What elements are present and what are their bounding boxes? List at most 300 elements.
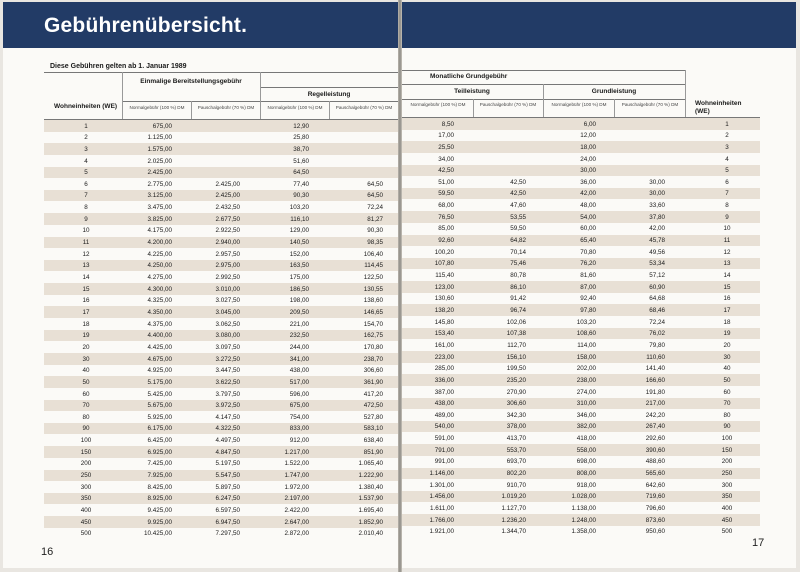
cell-einmalig-normal: 1.125,00 bbox=[147, 134, 172, 142]
cell-grund-normal: 70,80 bbox=[580, 248, 596, 256]
cell-wohneinheiten: 9 bbox=[84, 215, 88, 223]
cell-grund-pauschal: 68,46 bbox=[649, 306, 665, 314]
cell-teil-pauschal: 53,55 bbox=[510, 213, 526, 221]
cell-grund-normal: 1.358,00 bbox=[571, 528, 596, 536]
cell-grund-normal: 97,80 bbox=[580, 306, 596, 314]
cell-teil-normal: 161,00 bbox=[434, 341, 454, 349]
cell-grund-normal: 382,00 bbox=[576, 423, 596, 431]
cell-wohneinheiten: 350 bbox=[721, 493, 733, 501]
cell-grund-normal: 698,00 bbox=[576, 458, 596, 466]
table-row bbox=[402, 316, 760, 328]
cell-wohneinheiten: 10 bbox=[82, 227, 90, 235]
cell-grund-normal: 103,20 bbox=[576, 318, 596, 326]
cell-wohneinheiten: 5 bbox=[725, 167, 729, 175]
cell-wohneinheiten: 250 bbox=[721, 470, 733, 478]
table-row bbox=[402, 398, 760, 410]
cell-regel-pauschal: 1.695,40 bbox=[358, 507, 383, 515]
header-wohneinheiten-right: Wohneinheiten (WE) bbox=[695, 100, 742, 115]
cell-regel-normal: 186,50 bbox=[289, 285, 309, 293]
rule bbox=[685, 70, 686, 117]
cell-grund-normal: 48,00 bbox=[580, 202, 596, 210]
cell-einmalig-normal: 4.250,00 bbox=[147, 262, 172, 270]
cell-einmalig-normal: 3.825,00 bbox=[147, 215, 172, 223]
table-row bbox=[44, 388, 398, 400]
cell-wohneinheiten: 16 bbox=[723, 295, 731, 303]
cell-regel-pauschal: 1.380,40 bbox=[358, 483, 383, 491]
cell-teil-pauschal: 1.127,70 bbox=[501, 505, 526, 513]
cell-teil-pauschal: 91,42 bbox=[510, 295, 526, 303]
cell-teil-pauschal: 75,46 bbox=[510, 260, 526, 268]
cell-wohneinheiten: 15 bbox=[723, 283, 731, 291]
cell-grund-normal: 18,00 bbox=[580, 143, 596, 151]
cell-einmalig-normal: 4.675,00 bbox=[147, 355, 172, 363]
table-row bbox=[402, 421, 760, 433]
header-wohneinheiten-left: Wohneinheiten (WE) bbox=[54, 103, 118, 110]
cell-einmalig-normal: 4.375,00 bbox=[147, 320, 172, 328]
table-row bbox=[44, 295, 398, 307]
cell-einmalig-normal: 4.175,00 bbox=[147, 227, 172, 235]
cell-teil-pauschal: 553,70 bbox=[506, 446, 526, 454]
cell-grund-normal: 30,00 bbox=[580, 167, 596, 175]
table-row bbox=[44, 458, 398, 470]
cell-teil-normal: 387,00 bbox=[434, 388, 454, 396]
cell-teil-normal: 285,00 bbox=[434, 365, 454, 373]
header-einmalig: Einmalige Bereitstellungsgebühr bbox=[140, 78, 242, 85]
cell-wohneinheiten: 8 bbox=[84, 204, 88, 212]
cell-wohneinheiten: 16 bbox=[82, 297, 90, 305]
rule bbox=[402, 70, 685, 71]
cell-wohneinheiten: 3 bbox=[84, 145, 88, 153]
cell-teil-pauschal: 64,82 bbox=[510, 237, 526, 245]
table-row bbox=[402, 269, 760, 281]
cell-grund-pauschal: 49,56 bbox=[649, 248, 665, 256]
cell-teil-normal: 489,00 bbox=[434, 411, 454, 419]
cell-wohneinheiten: 40 bbox=[723, 365, 731, 373]
cell-wohneinheiten: 4 bbox=[84, 157, 88, 165]
cell-grund-pauschal: 37,80 bbox=[649, 213, 665, 221]
cell-grund-pauschal: 191,80 bbox=[645, 388, 665, 396]
cell-einmalig-normal: 1.575,00 bbox=[147, 145, 172, 153]
cell-einmalig-pauschal: 3.797,50 bbox=[215, 390, 240, 398]
cell-wohneinheiten: 70 bbox=[82, 402, 90, 410]
cell-regel-pauschal: 114,45 bbox=[364, 262, 383, 270]
table-row bbox=[44, 248, 398, 260]
cell-teil-pauschal: 42,50 bbox=[510, 190, 526, 198]
table-row bbox=[402, 363, 760, 375]
header-banner-right bbox=[402, 2, 796, 48]
cell-einmalig-pauschal: 5.197,50 bbox=[215, 460, 240, 468]
cell-einmalig-normal: 5.425,00 bbox=[147, 390, 172, 398]
cell-regel-normal: 103,20 bbox=[289, 204, 309, 212]
table-row bbox=[44, 120, 398, 132]
cell-einmalig-normal: 3.125,00 bbox=[147, 192, 172, 200]
cell-wohneinheiten: 450 bbox=[80, 518, 92, 526]
rule bbox=[260, 87, 398, 88]
cell-wohneinheiten: 19 bbox=[723, 330, 731, 338]
rule bbox=[260, 72, 261, 119]
cell-wohneinheiten: 3 bbox=[725, 143, 729, 151]
cell-einmalig-pauschal: 2.677,50 bbox=[215, 215, 240, 223]
cell-teil-normal: 130,60 bbox=[434, 295, 454, 303]
table-row bbox=[44, 516, 398, 528]
table-row bbox=[402, 153, 760, 165]
table-row bbox=[44, 481, 398, 493]
table-row bbox=[44, 190, 398, 202]
cell-regel-pauschal: 851,90 bbox=[363, 448, 383, 456]
cell-wohneinheiten: 18 bbox=[82, 320, 90, 328]
cell-grund-normal: 158,00 bbox=[576, 353, 596, 361]
table-row bbox=[44, 260, 398, 272]
page-number-right: 17 bbox=[752, 537, 765, 549]
cell-grund-normal: 1.138,00 bbox=[571, 505, 596, 513]
table-row bbox=[402, 293, 760, 305]
table-row bbox=[44, 376, 398, 388]
cell-teil-normal: 1.301,00 bbox=[429, 481, 454, 489]
cell-einmalig-pauschal: 6.247,50 bbox=[215, 495, 240, 503]
cell-teil-normal: 1.456,00 bbox=[429, 493, 454, 501]
cell-grund-pauschal: 57,12 bbox=[649, 272, 665, 280]
cell-teil-pauschal: 80,78 bbox=[510, 272, 526, 280]
cell-grund-pauschal: 242,20 bbox=[645, 411, 665, 419]
cell-einmalig-pauschal: 2.957,50 bbox=[215, 250, 240, 258]
cell-grund-normal: 24,00 bbox=[580, 155, 596, 163]
cell-einmalig-pauschal: 5.897,50 bbox=[215, 483, 240, 491]
cell-wohneinheiten: 7 bbox=[725, 190, 729, 198]
cell-regel-normal: 244,00 bbox=[289, 343, 309, 351]
cell-grund-pauschal: 45,78 bbox=[649, 237, 665, 245]
cell-einmalig-pauschal: 2.940,00 bbox=[215, 239, 240, 247]
cell-einmalig-normal: 2.425,00 bbox=[147, 169, 172, 177]
cell-regel-pauschal: 106,40 bbox=[363, 250, 383, 258]
cell-teil-pauschal: 86,10 bbox=[510, 283, 526, 291]
cell-regel-normal: 341,00 bbox=[289, 355, 309, 363]
cell-wohneinheiten: 350 bbox=[80, 495, 92, 503]
cell-grund-pauschal: 488,60 bbox=[645, 458, 665, 466]
cell-teil-pauschal: 1.019,20 bbox=[501, 493, 526, 501]
cell-regel-pauschal: 138,60 bbox=[363, 297, 383, 305]
cell-regel-normal: 152,00 bbox=[289, 250, 309, 258]
cell-einmalig-pauschal: 4.847,50 bbox=[215, 448, 240, 456]
cell-regel-pauschal: 64,50 bbox=[367, 192, 383, 200]
cell-wohneinheiten: 60 bbox=[723, 388, 731, 396]
cell-wohneinheiten: 17 bbox=[723, 306, 731, 314]
cell-regel-normal: 175,00 bbox=[289, 274, 309, 282]
cell-einmalig-pauschal: 2.992,50 bbox=[215, 274, 240, 282]
table-row bbox=[44, 493, 398, 505]
table-row bbox=[44, 143, 398, 155]
cell-teil-pauschal: 413,70 bbox=[506, 435, 526, 443]
cell-wohneinheiten: 450 bbox=[721, 516, 733, 524]
cell-regel-pauschal: 238,70 bbox=[363, 355, 383, 363]
cell-grund-pauschal: 42,00 bbox=[649, 225, 665, 233]
cell-einmalig-normal: 4.275,00 bbox=[147, 274, 172, 282]
table-row bbox=[402, 514, 760, 526]
subheader-normal: Normalgebühr (100 %) DM bbox=[129, 105, 185, 110]
cell-teil-pauschal: 235,20 bbox=[506, 376, 526, 384]
cell-einmalig-pauschal: 2.975,00 bbox=[215, 262, 240, 270]
cell-regel-normal: 438,00 bbox=[289, 367, 309, 375]
cell-wohneinheiten: 100 bbox=[721, 435, 733, 443]
cell-teil-pauschal: 910,70 bbox=[506, 481, 526, 489]
table-row bbox=[44, 132, 398, 144]
cell-teil-normal: 153,40 bbox=[434, 330, 454, 338]
cell-grund-normal: 108,60 bbox=[576, 330, 596, 338]
cell-wohneinheiten: 2 bbox=[84, 134, 88, 142]
cell-regel-normal: 209,50 bbox=[289, 308, 309, 316]
cell-teil-pauschal: 107,38 bbox=[506, 330, 526, 338]
cell-teil-normal: 1.611,00 bbox=[429, 505, 454, 513]
cell-teil-pauschal: 102,06 bbox=[506, 318, 526, 326]
cell-wohneinheiten: 200 bbox=[721, 458, 733, 466]
cell-grund-normal: 65,40 bbox=[580, 237, 596, 245]
cell-wohneinheiten: 500 bbox=[80, 530, 92, 538]
cell-einmalig-normal: 4.400,00 bbox=[147, 332, 172, 340]
cell-einmalig-normal: 2.775,00 bbox=[147, 180, 172, 188]
cell-teil-normal: 25,50 bbox=[438, 143, 454, 151]
cell-einmalig-normal: 7.425,00 bbox=[147, 460, 172, 468]
cell-teil-normal: 8,50 bbox=[441, 120, 454, 128]
cell-grund-normal: 76,20 bbox=[580, 260, 596, 268]
cell-einmalig-pauschal: 6.597,50 bbox=[215, 507, 240, 515]
cell-grund-normal: 808,00 bbox=[576, 470, 596, 478]
cell-regel-normal: 12,90 bbox=[293, 122, 309, 130]
cell-regel-normal: 1.522,00 bbox=[284, 460, 309, 468]
cell-teil-normal: 591,00 bbox=[434, 435, 454, 443]
cell-grund-pauschal: 950,60 bbox=[645, 528, 665, 536]
cell-teil-pauschal: 1.344,70 bbox=[501, 528, 526, 536]
cell-wohneinheiten: 12 bbox=[82, 250, 90, 258]
cell-wohneinheiten: 400 bbox=[721, 505, 733, 513]
cell-grund-pauschal: 390,60 bbox=[645, 446, 665, 454]
cell-einmalig-pauschal: 3.045,00 bbox=[215, 308, 240, 316]
cell-wohneinheiten: 6 bbox=[84, 180, 88, 188]
cell-grund-normal: 12,00 bbox=[580, 132, 596, 140]
cell-grund-normal: 418,00 bbox=[576, 435, 596, 443]
cell-einmalig-normal: 3.475,00 bbox=[147, 204, 172, 212]
cell-grund-normal: 202,00 bbox=[576, 365, 596, 373]
table-row bbox=[44, 400, 398, 412]
cell-wohneinheiten: 90 bbox=[82, 425, 90, 433]
cell-grund-pauschal: 64,68 bbox=[649, 295, 665, 303]
cell-grund-normal: 36,00 bbox=[580, 178, 596, 186]
cell-grund-normal: 1.248,00 bbox=[571, 516, 596, 524]
cell-regel-pauschal: 162,75 bbox=[363, 332, 383, 340]
cell-wohneinheiten: 500 bbox=[721, 528, 733, 536]
cell-einmalig-normal: 6.425,00 bbox=[147, 437, 172, 445]
cell-teil-pauschal: 47,60 bbox=[510, 202, 526, 210]
cell-einmalig-normal: 5.175,00 bbox=[147, 378, 172, 386]
cell-einmalig-normal: 5.925,00 bbox=[147, 413, 172, 421]
cell-einmalig-pauschal: 4.322,50 bbox=[215, 425, 240, 433]
table-row bbox=[402, 165, 760, 177]
table-row bbox=[402, 211, 760, 223]
cell-wohneinheiten: 1 bbox=[725, 120, 729, 128]
table-row bbox=[402, 246, 760, 258]
cell-regel-pauschal: 583,10 bbox=[363, 425, 383, 433]
cell-grund-normal: 310,00 bbox=[576, 400, 596, 408]
cell-regel-pauschal: 90,30 bbox=[367, 227, 383, 235]
table-row bbox=[44, 411, 398, 423]
cell-regel-normal: 38,70 bbox=[293, 145, 309, 153]
cell-teil-normal: 59,50 bbox=[438, 190, 454, 198]
cell-regel-normal: 77,40 bbox=[293, 180, 309, 188]
table-row bbox=[44, 318, 398, 330]
cell-einmalig-normal: 5.675,00 bbox=[147, 402, 172, 410]
header-regelleistung: Regelleistung bbox=[307, 91, 351, 98]
cell-regel-normal: 754,00 bbox=[289, 413, 309, 421]
cell-regel-pauschal: 306,60 bbox=[363, 367, 383, 375]
cell-wohneinheiten: 15 bbox=[82, 285, 90, 293]
cell-teil-normal: 92,60 bbox=[438, 237, 454, 245]
table-row bbox=[402, 444, 760, 456]
table-row bbox=[44, 237, 398, 249]
cell-regel-normal: 596,00 bbox=[289, 390, 309, 398]
cell-wohneinheiten: 19 bbox=[82, 332, 90, 340]
cell-teil-pauschal: 199,50 bbox=[506, 365, 526, 373]
cell-teil-normal: 42,50 bbox=[438, 167, 454, 175]
cell-einmalig-pauschal: 3.447,50 bbox=[215, 367, 240, 375]
cell-regel-normal: 517,00 bbox=[289, 378, 309, 386]
cell-regel-normal: 2.197,00 bbox=[284, 495, 309, 503]
cell-grund-pauschal: 30,00 bbox=[649, 190, 665, 198]
cell-teil-normal: 223,00 bbox=[434, 353, 454, 361]
table-row bbox=[402, 118, 760, 130]
cell-wohneinheiten: 5 bbox=[84, 169, 88, 177]
cell-grund-normal: 60,00 bbox=[580, 225, 596, 233]
table-row bbox=[402, 374, 760, 386]
subheader-normal: Normalgebühr (100 %) DM bbox=[551, 102, 607, 107]
table-row bbox=[44, 435, 398, 447]
header-grundleistung: Grundleistung bbox=[591, 88, 637, 95]
cell-wohneinheiten: 400 bbox=[80, 507, 92, 515]
cell-grund-normal: 238,00 bbox=[576, 376, 596, 384]
cell-regel-pauschal: 472,50 bbox=[363, 402, 383, 410]
cell-regel-normal: 163,50 bbox=[289, 262, 309, 270]
table-row bbox=[402, 456, 760, 468]
cell-teil-normal: 438,00 bbox=[434, 400, 454, 408]
cell-teil-normal: 1.146,00 bbox=[429, 470, 454, 478]
cell-regel-normal: 25,80 bbox=[293, 134, 309, 142]
cell-wohneinheiten: 10 bbox=[723, 225, 731, 233]
table-row bbox=[402, 339, 760, 351]
cell-einmalig-pauschal: 6.947,50 bbox=[215, 518, 240, 526]
cell-einmalig-pauschal: 7.297,50 bbox=[215, 530, 240, 538]
cell-regel-pauschal: 146,65 bbox=[363, 308, 383, 316]
cell-einmalig-pauschal: 3.097,50 bbox=[215, 343, 240, 351]
cell-teil-pauschal: 59,50 bbox=[510, 225, 526, 233]
cell-wohneinheiten: 30 bbox=[82, 355, 90, 363]
cell-wohneinheiten: 20 bbox=[82, 343, 90, 351]
table-row bbox=[44, 446, 398, 458]
cell-regel-normal: 912,00 bbox=[289, 437, 309, 445]
cell-grund-normal: 274,00 bbox=[576, 388, 596, 396]
cell-wohneinheiten: 50 bbox=[82, 378, 90, 386]
cell-grund-pauschal: 110,60 bbox=[646, 353, 665, 361]
cell-wohneinheiten: 18 bbox=[723, 318, 731, 326]
cell-wohneinheiten: 30 bbox=[723, 353, 731, 361]
cell-regel-normal: 232,50 bbox=[289, 332, 309, 340]
cell-regel-normal: 1.217,00 bbox=[284, 448, 309, 456]
table-row bbox=[402, 223, 760, 235]
cell-einmalig-normal: 7.925,00 bbox=[147, 472, 172, 480]
cell-wohneinheiten: 11 bbox=[723, 237, 731, 245]
subheader-pauschal: Pauschalgebühr (70 %) DM bbox=[197, 105, 255, 110]
cell-grund-pauschal: 72,24 bbox=[649, 318, 665, 326]
table-row bbox=[44, 423, 398, 435]
subheader-pauschal: Pauschalgebühr (70 %) DM bbox=[479, 102, 537, 107]
cell-regel-normal: 129,00 bbox=[289, 227, 309, 235]
cell-grund-pauschal: 60,90 bbox=[649, 283, 665, 291]
cell-wohneinheiten: 13 bbox=[82, 262, 90, 270]
cell-einmalig-pauschal: 3.272,50 bbox=[215, 355, 240, 363]
cell-wohneinheiten: 150 bbox=[721, 446, 733, 454]
table-row bbox=[402, 281, 760, 293]
cell-regel-normal: 116,10 bbox=[290, 215, 309, 223]
cell-grund-normal: 81,60 bbox=[580, 272, 596, 280]
cell-teil-pauschal: 156,10 bbox=[506, 353, 526, 361]
cell-teil-pauschal: 378,00 bbox=[506, 423, 526, 431]
cell-grund-pauschal: 719,60 bbox=[645, 493, 665, 501]
cell-teil-normal: 791,00 bbox=[434, 446, 454, 454]
cell-grund-pauschal: 33,60 bbox=[649, 202, 665, 210]
table-row bbox=[44, 167, 398, 179]
cell-wohneinheiten: 4 bbox=[725, 155, 729, 163]
cell-wohneinheiten: 40 bbox=[82, 367, 90, 375]
cell-wohneinheiten: 1 bbox=[84, 122, 88, 130]
cell-einmalig-normal: 2.025,00 bbox=[147, 157, 172, 165]
table-row bbox=[44, 504, 398, 516]
cell-regel-normal: 2.872,00 bbox=[284, 530, 309, 538]
cell-regel-normal: 221,00 bbox=[289, 320, 309, 328]
cell-teil-normal: 107,80 bbox=[434, 260, 454, 268]
cell-einmalig-normal: 4.300,00 bbox=[147, 285, 172, 293]
cell-wohneinheiten: 7 bbox=[84, 192, 88, 200]
table-row bbox=[44, 353, 398, 365]
cell-wohneinheiten: 8 bbox=[725, 202, 729, 210]
table-row bbox=[402, 176, 760, 188]
cell-einmalig-pauschal: 3.062,50 bbox=[215, 320, 240, 328]
cell-regel-pauschal: 1.065,40 bbox=[358, 460, 383, 468]
cell-teil-normal: 68,00 bbox=[438, 202, 454, 210]
cell-teil-normal: 115,40 bbox=[435, 272, 454, 280]
table-row bbox=[44, 155, 398, 167]
cell-grund-normal: 1.028,00 bbox=[571, 493, 596, 501]
cell-einmalig-pauschal: 4.147,50 bbox=[215, 413, 240, 421]
cell-grund-normal: 42,00 bbox=[580, 190, 596, 198]
cell-einmalig-pauschal: 5.547,50 bbox=[215, 472, 240, 480]
cell-einmalig-normal: 4.200,00 bbox=[147, 239, 172, 247]
subheader-normal: Normalgebühr (100 %) DM bbox=[267, 105, 323, 110]
cell-wohneinheiten: 13 bbox=[723, 260, 731, 268]
table-row bbox=[402, 200, 760, 212]
subheader-pauschal: Pauschalgebühr (70 %) DM bbox=[335, 105, 393, 110]
cell-grund-pauschal: 796,60 bbox=[645, 505, 665, 513]
cell-grund-pauschal: 873,60 bbox=[645, 516, 665, 524]
header-teilleistung: Teilleistung bbox=[454, 88, 490, 95]
table-row bbox=[402, 141, 760, 153]
cell-grund-pauschal: 267,40 bbox=[645, 423, 665, 431]
cell-einmalig-pauschal: 2.425,00 bbox=[215, 192, 240, 200]
cell-einmalig-pauschal: 3.027,50 bbox=[215, 297, 240, 305]
cell-einmalig-normal: 10.425,00 bbox=[143, 530, 172, 538]
cell-wohneinheiten: 60 bbox=[82, 390, 90, 398]
cell-grund-pauschal: 30,00 bbox=[649, 178, 665, 186]
cell-regel-pauschal: 130,55 bbox=[363, 285, 383, 293]
cell-einmalig-normal: 6.925,00 bbox=[147, 448, 172, 456]
cell-wohneinheiten: 2 bbox=[725, 132, 729, 140]
table-row bbox=[402, 328, 760, 340]
cell-regel-normal: 51,60 bbox=[293, 157, 309, 165]
